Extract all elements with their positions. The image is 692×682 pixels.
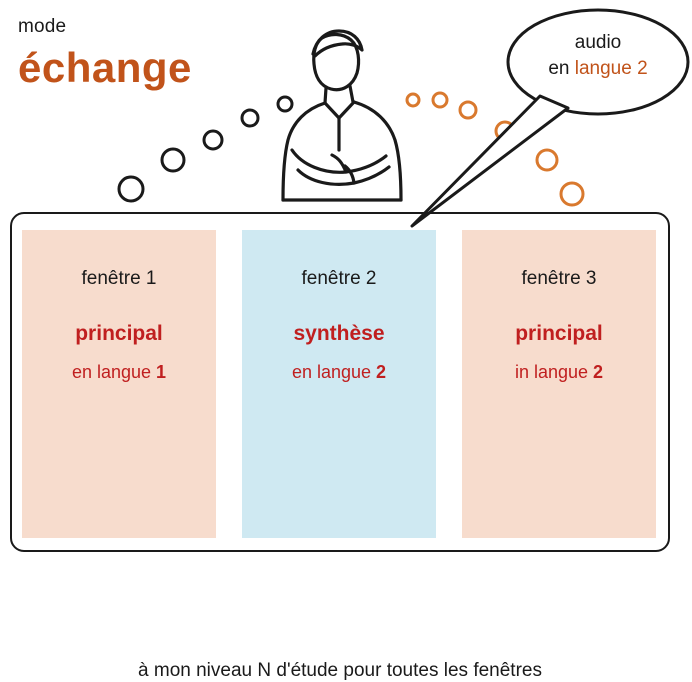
window-column-2[interactable] bbox=[242, 230, 436, 538]
window-1-language-number: 1 bbox=[156, 362, 167, 382]
window-3-language bbox=[462, 362, 656, 383]
window-column-3[interactable] bbox=[462, 230, 656, 538]
speech-bubble-line1: audio bbox=[574, 32, 622, 53]
window-column-1[interactable] bbox=[22, 230, 216, 538]
window-2-title: fenêtre 2 bbox=[301, 268, 377, 289]
window-2-language bbox=[242, 362, 436, 383]
window-3-role: principal bbox=[515, 322, 603, 345]
window-1-language bbox=[22, 362, 216, 383]
window-1-language-prefix: en langue bbox=[71, 362, 157, 382]
mode-label: mode bbox=[18, 16, 67, 37]
window-2-language-prefix: en langue bbox=[291, 362, 377, 382]
speech-bubble-line2-highlight: langue 2 bbox=[574, 57, 648, 79]
window-2-language-number: 2 bbox=[376, 362, 387, 382]
window-3-language-prefix: in langue bbox=[514, 362, 594, 382]
window-2-role: synthèse bbox=[293, 322, 385, 345]
window-3-language-number: 2 bbox=[593, 362, 604, 382]
window-1-title: fenêtre 1 bbox=[81, 268, 157, 289]
page-title: échange bbox=[18, 44, 192, 91]
window-3-title: fenêtre 3 bbox=[521, 268, 597, 289]
window-1-role: principal bbox=[75, 322, 163, 345]
speech-bubble-line2-prefix: en bbox=[548, 57, 575, 79]
windows-columns bbox=[10, 212, 670, 681]
footnote: à mon niveau N d'étude pour toutes les fenêtres bbox=[138, 660, 542, 681]
